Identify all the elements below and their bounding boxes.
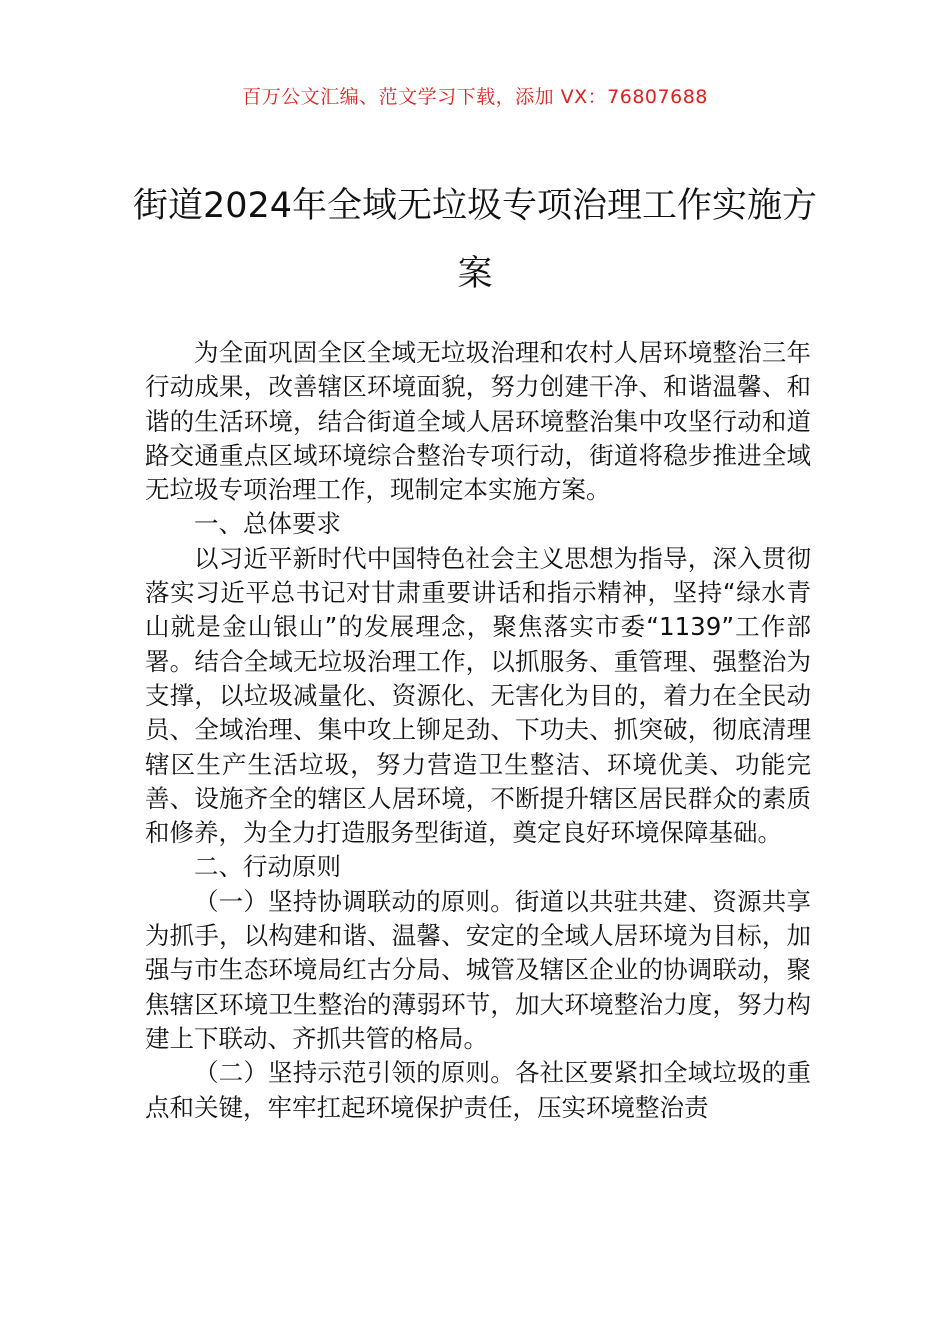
body-paragraph: （一）坚持协调联动的原则。街道以共驻共建、资源共享为抓手，以构建和谐、温馨、安定的全域人居环境为目标，加强与市生态环境局红古分局、城管及辖区企业的协调联动，聚焦辖区环境卫生整治的薄弱环节，加大环境整治力度，努力构建上下联动、齐抓共管的格局。 (145, 886, 811, 1053)
body-paragraph: （二）坚持示范引领的原则。各社区要紧扣全域垃圾的重点和关键，牢牢扛起环境保护责任，压实环境整治责 (145, 1058, 811, 1122)
promo-banner: 百万公文汇编、范文学习下载，添加 VX：76807688 (242, 86, 708, 108)
document-title: 街道2024年全域无垃圾专项治理工作实施方案 (132, 186, 818, 294)
section-heading-action-principles: 二、行动原则 (194, 852, 341, 882)
section-heading-general-requirements: 一、总体要求 (194, 509, 341, 539)
document-body (145, 336, 811, 1125)
body-paragraph: 以习近平新时代中国特色社会主义思想为指导，深入贯彻落实习近平总书记对甘肃重要讲话和指示精神，坚持“绿水青山就是金山银山”的发展理念，聚焦落实市委“1139”工作部署。结合全域无垃圾治理工作，以抓服务、重管理、强整治为支撑，以垃圾减量化、资源化、无害化为目的，着力在全民动员、全域治理、集中攻上铆足劲、下功夫、抓突破，彻底清理辖区生产生活垃圾，努力营造卫生整洁、环境优美、功能完善、设施齐全的辖区人居环境，不断提升辖区居民群众的素质和修养，为全力打造服务型街道，奠定良好环境保障基础。 (145, 543, 811, 848)
intro-paragraph: 为全面巩固全区全域无垃圾治理和农村人居环境整治三年行动成果，改善辖区环境面貌，努力创建干净、和谐温馨、和谐的生活环境，结合街道全域人居环境整治集中攻坚行动和道路交通重点区域环境综合整治专项行动，街道将稳步推进全域无垃圾专项治理工作，现制定本实施方案。 (145, 338, 811, 505)
